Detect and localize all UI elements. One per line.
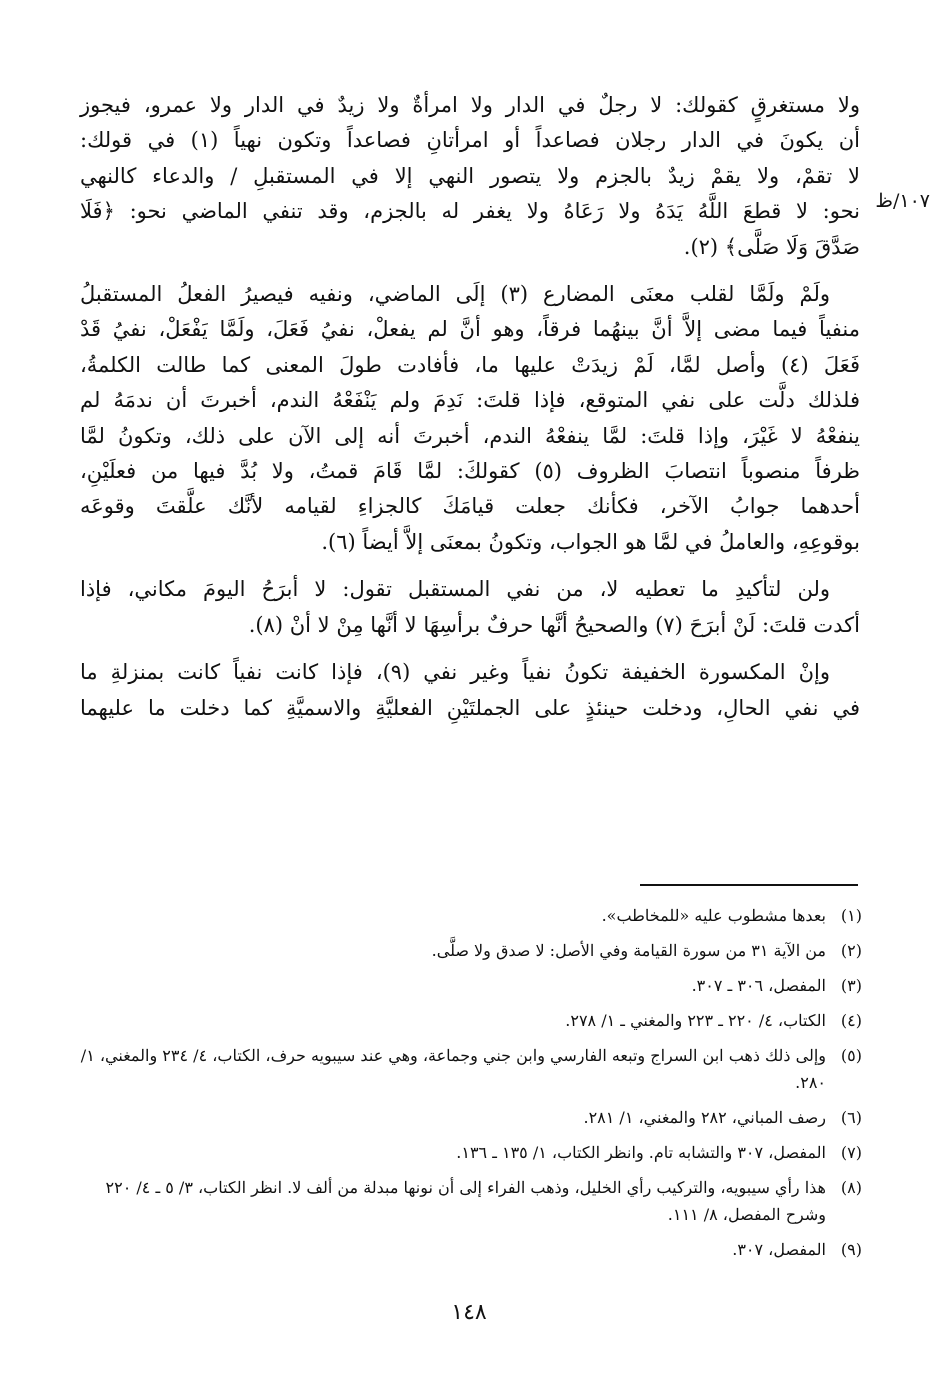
- footnote: [80, 1174, 862, 1228]
- text-line: ولَمْ ولَمَّا لقلب معنَى المضارع (٣) إلَى الماضي، ونفيه فيصيرُ الفعلُ المستقبلُ: [80, 282, 830, 307]
- footnote-text: وإلى ذلك ذهب ابن السراج وتبعه الفارسي وابن جني وجماعة، وهي عند سيبويه حرف، الكتاب، ٤/ ٢٣٤ والمغني، ١/ ٢٨٠.: [80, 1046, 826, 1092]
- footnote: [80, 1139, 862, 1166]
- footnote-number: (٣): [840, 976, 862, 995]
- paragraph-2: [80, 277, 860, 560]
- text-line: صَدَّقَ وَلَا صَلَّى﴾ (٢).: [683, 234, 860, 259]
- footnote-text: رصف المباني، ٢٨٢ والمغني، ١/ ٢٨١.: [583, 1108, 826, 1127]
- footnote-number: (٥): [840, 1046, 862, 1065]
- text-line: أن يكونَ في الدار رجلان فصاعداً أو امرأتانِ فصاعداً وتكون نهياً (١) في قولك:: [80, 128, 860, 153]
- footnote-number: (٤): [840, 1011, 862, 1030]
- footnote-number: (٦): [840, 1108, 862, 1127]
- text-line: ينفعْهُ لا غَيْرَ، وإذا قلتَ: لمَّا ينفعْهُ الندم، أخبرتَ أنه إلى الآن على ذلك، وتكونُ لمَّا: [80, 423, 860, 448]
- footnote-text: المفصل، ٣٠٧.: [732, 1240, 826, 1259]
- text-line: أكدت قلتَ: لَنْ أبرَحَ (٧) والصحيحُ أنَّها حرفٌ برأسِهَا لا أنَّها مِنْ لا أنْ (٨).: [248, 612, 860, 637]
- text-line: أحدهما جوابُ الآخر، فكأنك جعلت قيامَكَ كالجزاءِ لقيامه لأنَّك علَّقتَ وقوعَه: [80, 494, 860, 519]
- main-text: [80, 88, 860, 738]
- footnote: [80, 937, 862, 964]
- paragraph-4: [80, 655, 860, 726]
- manuscript-folio-reference: ١٠٧/ظ: [875, 190, 930, 212]
- footnote: [80, 972, 862, 999]
- text-line: ظرفاً منصوباً انتصابَ الظروف (٥) كقولكَ: لمَّا قَامَ قمتُ، ولا بُدَّ فيها من فعلَيْنِ،: [80, 459, 861, 484]
- paragraph-3: [80, 572, 860, 643]
- text-line: ولا مستغرقٍ كقولك: لا رجلٌ في الدار ولا امرأةٌ ولا زيدٌ في الدار ولا عمرو، فيجوز: [80, 93, 860, 117]
- text-line: وإنْ المكسورة الخفيفة تكونُ نفياً وغير نفي (٩)، فإذا كانت نفياً كانت بمنزلةِ ما: [80, 660, 830, 685]
- text-line: ولن لتأكيدِ ما تعطيه لا، من نفي المستقبل تقول: لا أبرَحُ اليومَ مكاني، فإذا: [80, 577, 830, 602]
- footnote-text: المفصل، ٣٠٧ والتشابه تام. وانظر الكتاب، ١/ ١٣٥ ـ ١٣٦.: [456, 1143, 826, 1162]
- footnote-text: هذا رأي سيبويه، والتركيب رأي الخليل، وذهب الفراء إلى أن نونها مبدلة من ألف لا. انظر الكتاب، ٣/ ٥ ـ ٤/ ٢٢٠ وشرح المفصل، ٨/ ١١١.: [105, 1178, 826, 1224]
- footnote: [80, 902, 862, 929]
- footnote-number: (٢): [840, 941, 862, 960]
- text-line: منفياً فيما مضى إلاَّ أنَّ بينهُما فرقاً، وهو أنَّ لم يفعلْ، نفيُ فَعَلَ، ولَمَّا يَفْعَلْ، نفيُ قَدْ: [80, 317, 860, 342]
- footnote: [80, 1042, 862, 1096]
- footnote-text: بعدها مشطوب عليه «للمخاطب».: [601, 906, 826, 925]
- paragraph-1: [80, 88, 860, 265]
- text-line: بوقوعِهِ، والعاملُ في لمَّا هو الجواب، وتكونُ بمعنَى إلاَّ أيضاً (٦).: [321, 529, 860, 554]
- footnote-separator: [640, 884, 858, 886]
- footnote-number: (٧): [840, 1143, 862, 1162]
- page-number: ١٤٨: [451, 1300, 487, 1325]
- text-line: فَعَلَ (٤) وأصل لمَّا، لَمْ زيدَتْ عليها ما، فأفادت طولَ المعنى كما طالت الكلمةُ،: [80, 352, 860, 377]
- footnote-text: الكتاب، ٤/ ٢٢٠ ـ ٢٢٣ والمغني ـ ١/ ٢٧٨.: [565, 1011, 826, 1030]
- footnote-number: (١): [840, 906, 862, 925]
- text-line: لا تقمْ، ولا يقمْ زيدٌ بالجزم ولا يتصور النهي إلا في المستقبلِ / والدعاء كالنهي: [80, 163, 860, 188]
- footnote-text: المفصل، ٣٠٦ ـ ٣٠٧.: [691, 976, 826, 995]
- text-line: في نفي الحالِ، ودخلت حينئذٍ على الجملتَيْنِ الفعليَّةِ والاسميَّةِ كما دخلت ما عليهما: [80, 695, 860, 720]
- text-line: نحو: لا قطعَ اللَّهُ يَدَهُ ولا رَعَاهُ ولا يغفر له بالجزم، وقد تنفي الماضي نحو: ﴿فَلَا: [80, 199, 860, 224]
- footnote-number: (٨): [840, 1178, 862, 1197]
- footnote: [80, 1236, 862, 1263]
- footnote: [80, 1104, 862, 1131]
- footnotes: [80, 902, 862, 1271]
- text-line: فلذلك دلَّت على نفي المتوقع، فإذا قلتَ: نَدِمَ ولم يَنْفَعْهُ الندم، أخبرتَ أن ندمَهُ لم: [80, 388, 860, 413]
- footnote: [80, 1007, 862, 1034]
- footnote-text: من الآية ٣١ من سورة القيامة وفي الأصل: لا صدق ولا صلَّى.: [431, 941, 826, 960]
- footnote-number: (٩): [840, 1240, 862, 1259]
